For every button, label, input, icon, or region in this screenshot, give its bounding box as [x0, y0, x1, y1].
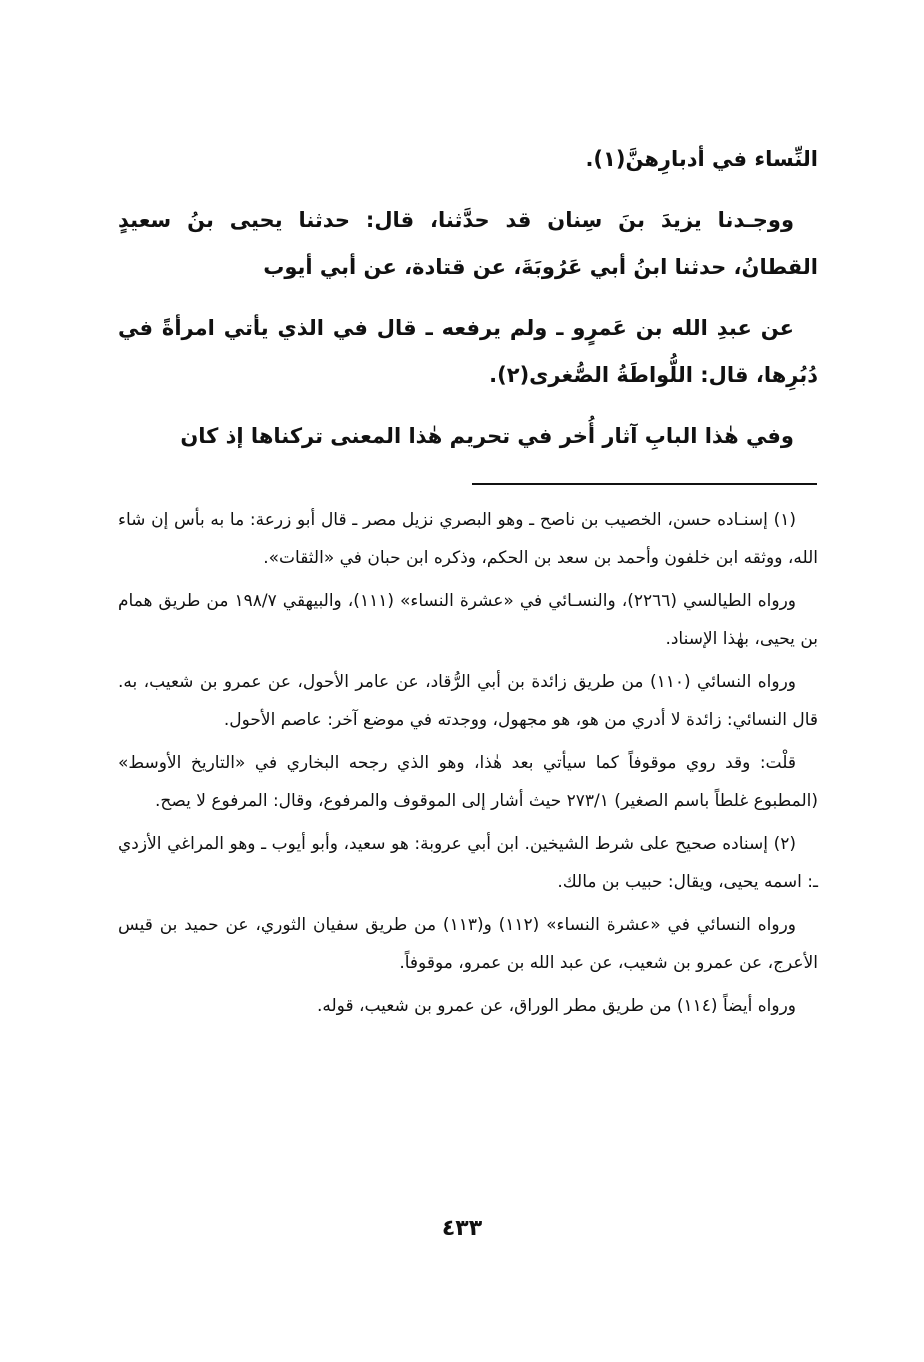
- main-paragraph: النِّساء في أدبارِهنَّ(١).: [585, 147, 818, 171]
- footnote-paragraph: ورواه النسائي (١١٠) من طريق زائدة بن أبي الرُّقاد، عن عامر الأحول، عن عمرو بن شعيب، به. قال النسائي: زائدة لا أدري من هو، هو مجهول، ووجدته في موضع آخر: عاصم الأحول.: [118, 672, 818, 730]
- footnote-paragraph: (٢) إسناده صحيح على شرط الشيخين. ابن أبي عروبة: هو سعيد، وأبو أيوب ـ وهو المراغي الأزدي ـ: اسمه يحيى، ويقال: حبيب بن مالك.: [118, 834, 818, 892]
- footnote-paragraph: ورواه أيضاً (١١٤) من طريق مطر الوراق، عن عمرو بن شعيب، قوله.: [316, 996, 796, 1016]
- main-paragraph: عن عبدِ الله بن عَمرٍو ـ ولم يرفعه ـ قال في الذي يأتي امرأةً في دُبُرِها، قال: اللُّواطَةُ الصُّغرى(٢).: [118, 316, 818, 387]
- footnotes: [118, 502, 818, 1032]
- footnote-separator: [472, 483, 817, 485]
- footnote-paragraph: ورواه الطيالسي (٢٢٦٦)، والنسـائي في «عشرة النساء» (١١١)، والبيهقي ١٩٨/٧ من طريق همام بن يحيى، بهٰذا الإسناد.: [118, 591, 818, 649]
- main-paragraph: وفي هٰذا البابِ آثار أُخر في تحريم هٰذا المعنى تركناها إذ كان: [180, 424, 794, 448]
- main-paragraph: ووجـدنا يزيدَ بنَ سِنان قد حدَّثنا، قال: حدثنا يحيى بنُ سعيدٍ القطانُ، حدثنا ابنُ أبي عَرُوبَةَ، عن قتادة، عن أبي أيوب: [118, 208, 818, 279]
- footnote-paragraph: قلْت: وقد روي موقوفاً كما سيأتي بعد هٰذا، وهو الذي رجحه البخاري في «التاريخ الأوسط» (المطبوع غلطاً باسم الصغير) ٢٧٣/١ حيث أشار إلى الموقوف والمرفوع، وقال: المرفوع لا يصح.: [118, 753, 818, 811]
- main-text: [118, 136, 818, 474]
- page-number: ٤٣٣: [441, 1216, 483, 1241]
- footnote-paragraph: (١) إسنـاده حسن، الخصيب بن ناصح ـ وهو البصري نزيل مصر ـ قال أبو زرعة: ما به بأس إن شاء الله، ووثقه ابن خلفون وأحمد بن سعد بن الحكم، وذكره ابن حبان في «الثقات».: [118, 510, 818, 568]
- footnote-paragraph: ورواه النسائي في «عشرة النساء» (١١٢) و(١١٣) من طريق سفيان الثوري، عن حميد بن قيس الأعرج، عن عمرو بن شعيب، عن عبد الله بن عمرو، موقوفاً.: [118, 915, 818, 973]
